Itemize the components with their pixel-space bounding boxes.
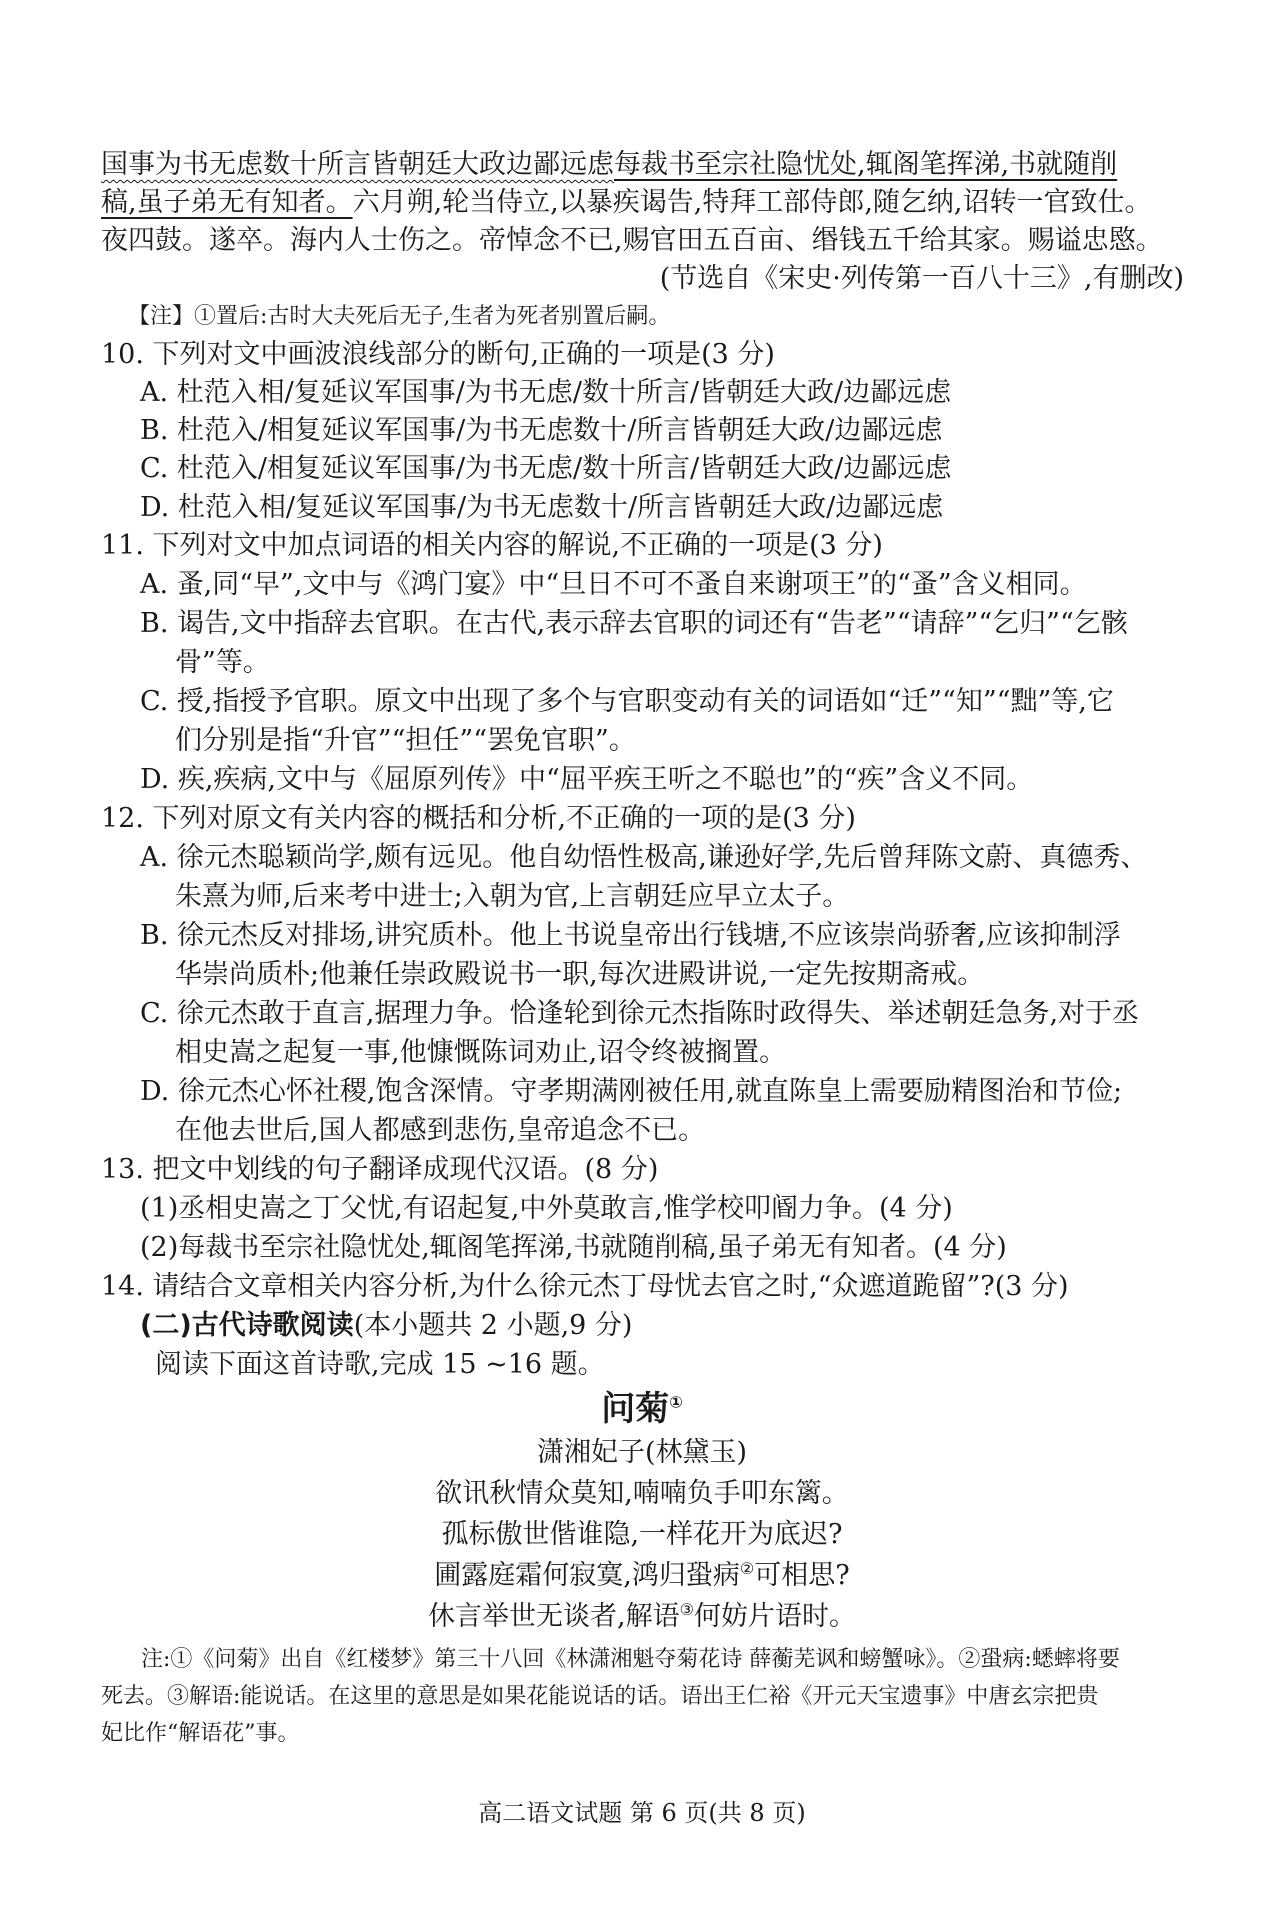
poem-note-line-1: 注:①《问菊》出自《红楼梦》第三十八回《林潇湘魁夺菊花诗 薛蘅芜讽和螃蟹咏》。②蛩病:蟋蟀将要 [141, 1647, 1120, 1672]
poem-author: 潇湘妃子(林黛玉) [536, 1437, 748, 1468]
page-footer: 高二语文试题 第 6 页(共 8 页) [478, 1799, 806, 1827]
q13-sentence-1: (1)丞相史嵩之丁父忧,有诏起复,中外莫敢言,惟学校叩阍力争。(4 分) [140, 1193, 953, 1224]
q12-option-a: A. 徐元杰聪颖尚学,颇有远见。他自幼悟性极高,谦逊好学,先后曾拜陈文蔚、真德秀、 [140, 842, 1148, 873]
poem-line-1: 欲讯秋情众莫知,喃喃负手叩东篱。 [435, 1478, 849, 1509]
poem-line-2: 孤标傲世偕谁隐,一样花开为底迟? [441, 1519, 843, 1550]
poem-title: 问菊① [601, 1389, 683, 1429]
passage-line-2: 稿,虽子弟无有知者。六月朔,轮当侍立,以暴疾谒告,特拜工部侍郎,随乞纳,诏转一官致仕。 [101, 187, 1152, 218]
underlined-text: 稿,虽子弟无有知者。 [101, 187, 353, 218]
underlined-text: 每裁书至宗社隐忧处,辄阁笔挥涕,书就随削 [614, 149, 1118, 180]
q10-option-a: A. 杜范入相/复延议军国事/为书无虑/数十所言/皆朝廷大政/边鄙远虑 [140, 377, 952, 408]
wavy-underlined-text: 国事为书无虑数十所言皆朝廷大政边鄙远虑 [101, 149, 614, 180]
q12-option-a-cont: 朱熹为师,后来考中进士;入朝为官,上言朝廷应早立太子。 [175, 881, 850, 912]
q11-option-b-cont: 骨”等。 [175, 647, 270, 678]
q11-option-a: A. 蚤,同“早”,文中与《鸿门宴》中“旦日不可不蚤自来谢项王”的“蚤”含义相同。 [140, 569, 1087, 600]
passage-line-3: 夜四鼓。遂卒。海内人士伤之。帝悼念不已,赐官田五百亩、缗钱五千给其家。赐谥忠愍。 [101, 225, 1163, 256]
q12-option-d: D. 徐元杰心怀社稷,饱含深情。守孝期满刚被任用,就直陈皇上需要励精图治和节俭; [140, 1076, 1123, 1107]
poem-line-3: 圃露庭霜何寂寞,鸿归蛩病②可相思? [434, 1559, 850, 1591]
q10-option-d: D. 杜范入相/复延议军国事/为书无虑数十/所言皆朝廷大政/边鄙远虑 [140, 492, 944, 523]
q12-option-c-cont: 相史嵩之起复一事,他慷慨陈词劝止,诏令终被搁置。 [175, 1037, 787, 1068]
q11-option-c-cont: 们分别是指“升官”“担任”“罢免官职”。 [175, 725, 636, 756]
passage-note: 【注】①置后:古时大夫死后无子,生者为死者别置后嗣。 [128, 304, 671, 329]
q14-stem: 14. 请结合文章相关内容分析,为什么徐元杰丁母忧去官之时,“众遮道跪留”?(3 分) [101, 1271, 1069, 1302]
q11-stem: 11. 下列对文中加点词语的相关内容的解说,不正确的一项是(3 分) [101, 530, 883, 561]
q11-option-d: D. 疾,疾病,文中与《屈原列传》中“屈平疾王听之不聪也”的“疾”含义不同。 [140, 764, 1034, 795]
q12-stem: 12. 下列对原文有关内容的概括和分析,不正确的一项的是(3 分) [101, 803, 856, 834]
q10-option-b: B. 杜范入/相复延议军国事/为书无虑数十/所言皆朝廷大政/边鄙远虑 [140, 415, 943, 446]
q11-option-b: B. 谒告,文中指辞去官职。在古代,表示辞去官职的词还有“告老”“请辞”“乞归”“乞骸 [140, 608, 1128, 639]
q12-option-c: C. 徐元杰敢于直言,据理力争。恰逢轮到徐元杰指陈时政得失、举述朝廷急务,对于丞 [140, 998, 1140, 1029]
section-heading: (二)古代诗歌阅读(本小题共 2 小题,9 分) [140, 1310, 633, 1341]
q10-stem: 10. 下列对文中画波浪线部分的断句,正确的一项是(3 分) [101, 339, 775, 370]
q12-option-b: B. 徐元杰反对排场,讲究质朴。他上书说皇帝出行钱塘,不应该崇尚骄奢,应该抑制浮 [140, 920, 1121, 951]
q10-option-c: C. 杜范入/相复延议军国事/为书无虑/数十所言/皆朝廷大政/边鄙远虑 [140, 453, 952, 484]
passage-line-1 [0, 146, 1284, 184]
q12-option-b-cont: 华崇尚质朴;他兼任崇政殿说书一职,每次进殿讲说,一定先按期斋戒。 [175, 959, 985, 990]
section-intro: 阅读下面这首诗歌,完成 15 ~16 题。 [155, 1349, 605, 1380]
poem-note-line-3: 妃比作“解语花”事。 [101, 1721, 300, 1746]
passage-source: (节选自《宋史·列传第一百八十三》,有删改) [659, 263, 1184, 294]
footnote-marker: ② [739, 1559, 755, 1578]
q13-sentence-2: (2)每裁书至宗社隐忧处,辄阁笔挥涕,书就随削稿,虽子弟无有知者。(4 分) [140, 1232, 1007, 1263]
footnote-marker: ③ [679, 1600, 694, 1619]
q13-stem: 13. 把文中划线的句子翻译成现代汉语。(8 分) [101, 1154, 659, 1185]
q12-option-d-cont: 在他去世后,国人都感到悲伤,皇帝追念不已。 [175, 1115, 706, 1146]
footnote-marker: ① [669, 1392, 683, 1412]
poem-note-line-2: 死去。③解语:能说话。在这里的意思是如果花能说话的话。语出王仁裕《开元天宝遗事》中唐玄宗把贵 [101, 1684, 1099, 1709]
poem-line-4: 休言举世无谈者,解语③何妨片语时。 [428, 1600, 856, 1632]
q11-option-c: C. 授,指授予官职。原文中出现了多个与官职变动有关的词语如“迁”“知”“黜”等,它 [140, 686, 1114, 717]
